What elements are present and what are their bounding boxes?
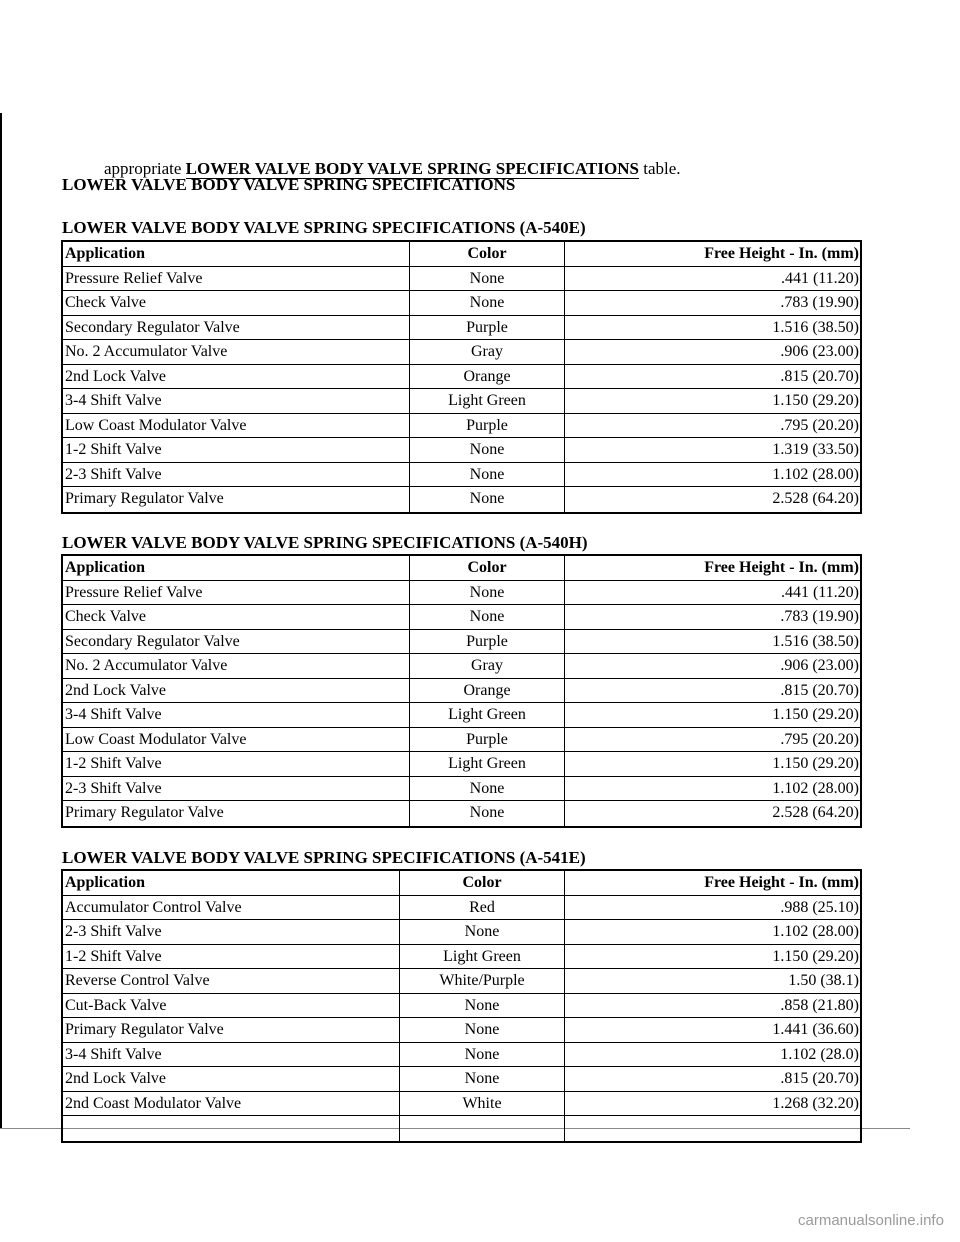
free-height-cell: 1.102 (28.0) [780, 1045, 859, 1063]
color-cell: Light Green [410, 752, 565, 776]
application-cell: Check Valve [63, 291, 410, 315]
table-row [63, 389, 860, 414]
application-cell: 2-3 Shift Valve [63, 463, 410, 487]
color-cell: None [410, 291, 565, 315]
color-cell: White [400, 1092, 565, 1116]
application-cell: Pressure Relief Valve [63, 581, 410, 605]
application-cell: Low Coast Modulator Valve [63, 728, 410, 752]
application-cell: 1-2 Shift Valve [63, 752, 410, 776]
color-cell: None [410, 777, 565, 801]
application-cell: Secondary Regulator Valve [63, 630, 410, 654]
column-header: Color [400, 871, 565, 895]
color-cell: Purple [410, 414, 565, 438]
color-cell: Orange [410, 365, 565, 389]
table-row [63, 703, 860, 728]
free-height-cell: 1.102 (28.00) [772, 465, 859, 483]
free-height-cell: 1.102 (28.00) [772, 779, 859, 797]
column-header: Application [63, 556, 410, 580]
application-cell: No. 2 Accumulator Valve [63, 340, 410, 364]
site-watermark: carmanualsonline.info [798, 1212, 944, 1229]
application-cell: 2nd Lock Valve [63, 1067, 400, 1091]
color-cell: None [410, 605, 565, 629]
color-cell: None [410, 801, 565, 826]
free-height-cell: .906 (23.00) [780, 343, 859, 360]
table-row [63, 414, 860, 439]
table-row [63, 1092, 860, 1117]
column-header: Application [63, 871, 400, 895]
color-cell: None [410, 438, 565, 462]
application-cell: 2-3 Shift Valve [63, 920, 400, 944]
table-row [63, 1043, 860, 1068]
free-height-cell: .906 (23.00) [780, 657, 859, 674]
spec-table-a541e [61, 869, 862, 1143]
table-header-row [63, 871, 860, 896]
application-cell: 3-4 Shift Valve [63, 703, 410, 727]
table-row [63, 487, 860, 512]
free-height-cell: 2.528 (64.20) [772, 490, 859, 507]
free-height-cell: .815 (20.70) [780, 681, 859, 699]
table-row [63, 801, 860, 826]
table-row [63, 654, 860, 679]
application-cell: Low Coast Modulator Valve [63, 414, 410, 438]
column-header: Color [410, 556, 565, 580]
free-height-cell: 2.528 (64.20) [772, 804, 859, 821]
application-cell: No. 2 Accumulator Valve [63, 654, 410, 678]
table-row [63, 777, 860, 802]
table-row [63, 365, 860, 390]
table-row [63, 1116, 860, 1141]
free-height-cell: .795 (20.20) [780, 416, 859, 434]
color-cell: Purple [410, 728, 565, 752]
intro-prefix: appropriate [104, 159, 182, 178]
application-cell: 1-2 Shift Valve [63, 438, 410, 462]
table-header-row [63, 242, 860, 267]
free-height-cell: .441 (11.20) [780, 269, 859, 287]
free-height-cell: 1.441 (36.60) [772, 1021, 859, 1038]
color-cell: None [400, 994, 565, 1018]
free-height-cell: 1.150 (29.20) [772, 755, 859, 772]
application-cell: Check Valve [63, 605, 410, 629]
table-header-row [63, 556, 860, 581]
color-cell: Purple [410, 630, 565, 654]
application-cell: 2nd Lock Valve [63, 679, 410, 703]
color-cell: None [410, 581, 565, 605]
free-height-cell: 1.150 (29.20) [772, 392, 859, 409]
table-row [63, 340, 860, 365]
free-height-cell: .988 (25.10) [780, 898, 859, 916]
table-row [63, 630, 860, 655]
table-title-a540h: LOWER VALVE BODY VALVE SPRING SPECIFICATIONS (A-540H) [62, 533, 588, 552]
column-header: Free Height - In. (mm) [704, 874, 859, 891]
table-reference-link[interactable]: LOWER VALVE BODY VALVE SPRING SPECIFICATIONS [185, 159, 639, 178]
table-row [63, 316, 860, 341]
column-header: Color [410, 242, 565, 266]
free-height-cell: .815 (20.70) [780, 1070, 859, 1087]
free-height-cell: .783 (19.90) [780, 608, 859, 625]
page-left-border [0, 113, 2, 1129]
table-row [63, 945, 860, 970]
application-cell: Cut-Back Valve [63, 994, 400, 1018]
application-cell: Secondary Regulator Valve [63, 316, 410, 340]
table-row [63, 920, 860, 945]
table-row [63, 679, 860, 704]
table-row [63, 994, 860, 1019]
color-cell: Orange [410, 679, 565, 703]
color-cell: None [410, 487, 565, 512]
application-cell: 1-2 Shift Valve [63, 945, 400, 969]
table-row [63, 438, 860, 463]
color-cell: None [400, 1018, 565, 1042]
table-row [63, 605, 860, 630]
table-row [63, 267, 860, 292]
color-cell: Purple [410, 316, 565, 340]
application-cell: Primary Regulator Valve [63, 801, 410, 826]
color-cell: None [400, 920, 565, 944]
spec-table-a540h [61, 554, 862, 828]
section-heading: LOWER VALVE BODY VALVE SPRING SPECIFICATIONS [62, 175, 516, 194]
free-height-cell: 1.268 (32.20) [772, 1094, 859, 1112]
application-cell: 2nd Coast Modulator Valve [63, 1092, 400, 1116]
application-cell: Primary Regulator Valve [63, 1018, 400, 1042]
free-height-cell: 1.102 (28.00) [772, 923, 859, 940]
intro-suffix: table. [643, 159, 681, 178]
application-cell: Primary Regulator Valve [63, 487, 410, 512]
column-header: Application [63, 242, 410, 266]
table-row [63, 581, 860, 606]
free-height-cell: .783 (19.90) [780, 294, 859, 311]
application-cell [63, 1116, 400, 1141]
application-cell: 2nd Lock Valve [63, 365, 410, 389]
table-row [63, 1067, 860, 1092]
column-header: Free Height - In. (mm) [704, 245, 859, 262]
color-cell: None [410, 267, 565, 291]
application-cell: 3-4 Shift Valve [63, 1043, 400, 1067]
table-row [63, 1018, 860, 1043]
table-row [63, 752, 860, 777]
color-cell: None [400, 1043, 565, 1067]
application-cell: Reverse Control Valve [63, 969, 400, 993]
color-cell: White/Purple [400, 969, 565, 993]
color-cell: Light Green [410, 389, 565, 413]
free-height-cell: .858 (21.80) [780, 996, 859, 1014]
free-height-cell: 1.516 (38.50) [772, 632, 859, 650]
free-height-cell: .795 (20.20) [780, 730, 859, 748]
table-row [63, 463, 860, 488]
color-cell: None [410, 463, 565, 487]
free-height-cell: 1.50 (38.1) [788, 972, 859, 989]
spec-table-a540e [61, 240, 862, 514]
free-height-cell: 1.319 (33.50) [772, 441, 859, 458]
table-row [63, 896, 860, 921]
table-title-a541e: LOWER VALVE BODY VALVE SPRING SPECIFICATIONS (A-541E) [62, 848, 586, 867]
application-cell: Pressure Relief Valve [63, 267, 410, 291]
color-cell: Light Green [400, 945, 565, 969]
color-cell: Red [400, 896, 565, 920]
table-title-a540e: LOWER VALVE BODY VALVE SPRING SPECIFICATIONS (A-540E) [62, 218, 586, 237]
free-height-cell: 1.150 (29.20) [772, 947, 859, 965]
table-row [63, 969, 860, 994]
color-cell: Light Green [410, 703, 565, 727]
free-height-cell: 1.150 (29.20) [772, 706, 859, 723]
column-header: Free Height - In. (mm) [704, 559, 859, 576]
free-height-cell: 1.516 (38.50) [772, 318, 859, 336]
color-cell: Gray [410, 654, 565, 678]
application-cell: 3-4 Shift Valve [63, 389, 410, 413]
table-row [63, 291, 860, 316]
color-cell [400, 1116, 565, 1141]
application-cell: Accumulator Control Valve [63, 896, 400, 920]
application-cell: 2-3 Shift Valve [63, 777, 410, 801]
free-height-cell [565, 1116, 860, 1141]
color-cell: None [400, 1067, 565, 1091]
free-height-cell: .815 (20.70) [780, 367, 859, 385]
table-row [63, 728, 860, 753]
free-height-cell: .441 (11.20) [780, 583, 859, 601]
color-cell: Gray [410, 340, 565, 364]
